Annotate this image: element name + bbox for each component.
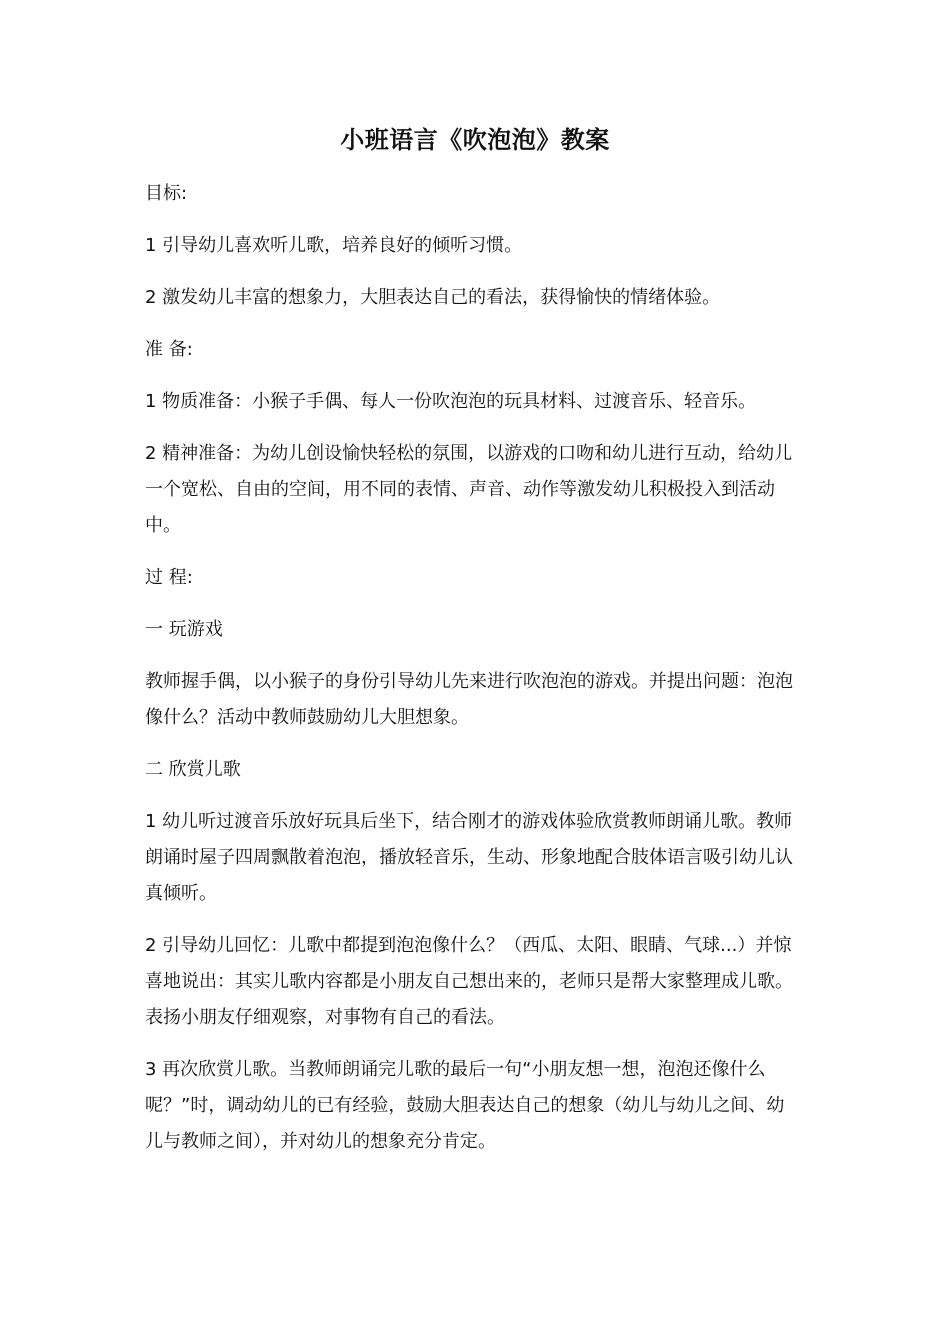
preparation-item-2: 2 精神准备：为幼儿创设愉快轻松的氛围，以游戏的口吻和幼儿进行互动，给幼儿一个宽松、自由的空间，用不同的表情、声音、动作等激发幼儿积极投入到活动中。 (145, 443, 793, 536)
goal-item-1: 1 引导幼儿喜欢听儿歌，培养良好的倾听习惯。 (145, 235, 523, 256)
document-body (145, 176, 800, 1176)
document-title: 小班语言《吹泡泡》教案 (340, 125, 610, 154)
process-step-1-heading: 一 玩游戏 (145, 619, 223, 640)
preparation-item-1: 1 物质准备：小猴子手偶、每人一份吹泡泡的玩具材料、过渡音乐、轻音乐。 (145, 391, 757, 412)
process-step-1-text: 教师握手偶，以小猴子的身份引导幼儿先来进行吹泡泡的游戏。并提出问题：泡泡像什么？活动中教师鼓励幼儿大胆想象。 (145, 671, 793, 728)
process-step-2-item-2: 2 引导幼儿回忆：儿歌中都提到泡泡像什么？（西瓜、太阳、眼睛、气球...）并惊喜地说出：其实儿歌内容都是小朋友自己想出来的，老师只是帮大家整理成儿歌。表扬小朋友仔细观察，对事物有自己的看法。 (145, 935, 793, 1028)
process-step-2-heading: 二 欣赏儿歌 (145, 759, 241, 780)
section-heading-preparation: 准 备: (145, 339, 193, 360)
section-heading-process: 过 程: (145, 567, 193, 588)
process-step-2-item-1: 1 幼儿听过渡音乐放好玩具后坐下，结合刚才的游戏体验欣赏教师朗诵儿歌。教师朗诵时屋子四周飘散着泡泡，播放轻音乐，生动、形象地配合肢体语言吸引幼儿认真倾听。 (145, 811, 793, 904)
section-heading-goals: 目标: (145, 183, 188, 204)
goal-item-2: 2 激发幼儿丰富的想象力，大胆表达自己的看法，获得愉快的情绪体验。 (145, 287, 721, 308)
process-step-2-item-3: 3 再次欣赏儿歌。当教师朗诵完儿歌的最后一句“小朋友想一想，泡泡还像什么呢？”时，调动幼儿的已有经验，鼓励大胆表达自己的想象（幼儿与幼儿之间、幼儿与教师之间），并对幼儿的想象充分肯定。 (145, 1059, 785, 1152)
